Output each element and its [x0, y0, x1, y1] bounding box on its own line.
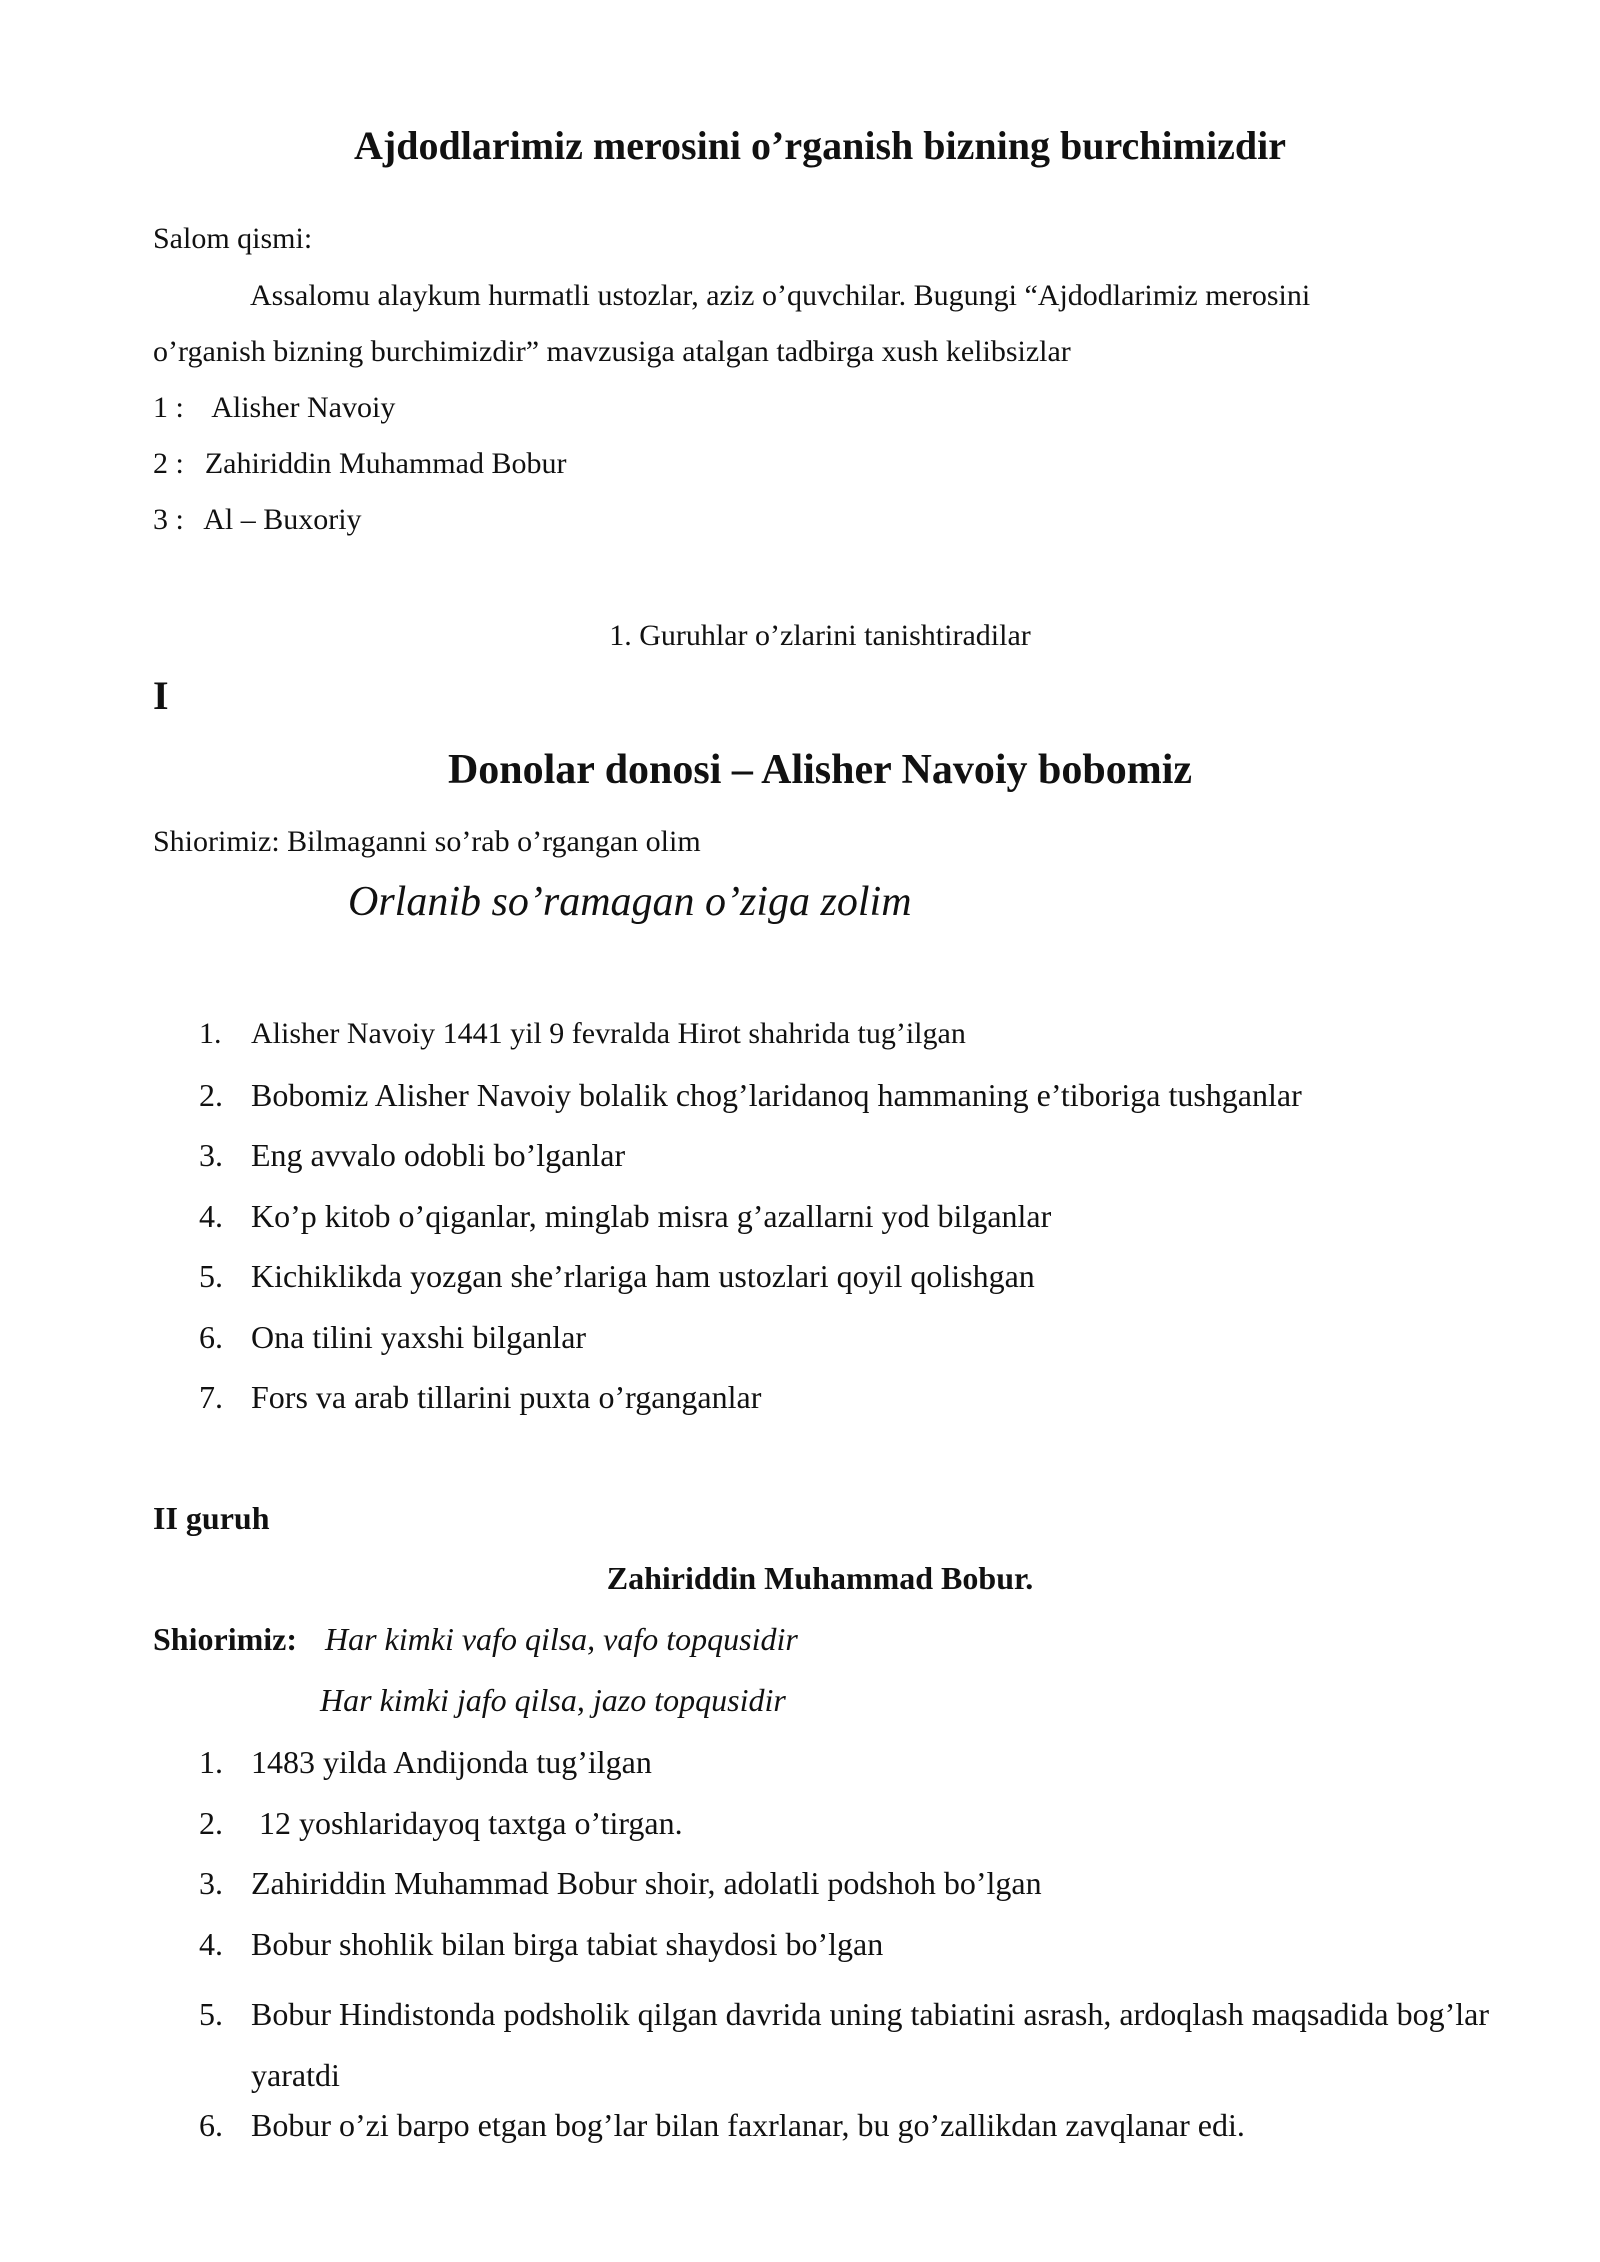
group-name: Alisher Navoiy — [211, 391, 396, 424]
section2-motto-line-1 — [153, 1621, 798, 1658]
list-item: 5. Kichiklikda yozgan she’rlariga ham ustozlari qoyil qolishgan — [199, 1258, 1035, 1294]
group-name: Al – Buxoriy — [203, 503, 362, 536]
section2-motto-line-2: Har kimki jafo qilsa, jazo topqusidir — [320, 1682, 786, 1718]
motto-label: Shiorimiz: — [153, 1621, 297, 1657]
section1-heading: Donolar donosi – Alisher Navoiy bobomiz — [447, 747, 1193, 793]
list-item: 4. Ko’p kitob o’qiganlar, minglab misra g’azallarni yod bilganlar — [199, 1197, 1052, 1234]
list-item: 1. 1483 yilda Andijonda tug’ilgan — [199, 1744, 652, 1780]
section1-motto-line-1: Shiorimiz: Bilmaganni so’rab o’rgangan olim — [153, 825, 701, 858]
greeting-line-2: o’rganish bizning burchimizdir” mavzusiga atalgan tadbirga xush kelibsizlar — [153, 335, 1071, 368]
list-item: 2. 12 yoshlaridayoq taxtga o’tirgan. — [199, 1804, 683, 1841]
group-name: Zahiriddin Muhammad Bobur — [204, 447, 567, 480]
list-item: 3. Zahiriddin Muhammad Bobur shoir, adolatli podshoh bo’lgan — [199, 1865, 1042, 1901]
page-title: Ajdodlarimiz merosini o’rganish bizning burchimizdir — [354, 123, 1286, 168]
section2-list — [153, 1742, 1501, 2166]
group-entry-1 — [153, 391, 395, 425]
list-item: 7. Fors va arab tillarini puxta o’rganganlar — [199, 1379, 762, 1415]
list-item: 3. Eng avvalo odobli bo’lganlar — [199, 1137, 626, 1173]
section2-heading: Zahiriddin Muhammad Bobur. — [606, 1560, 1034, 1596]
group-number: 2 : — [153, 447, 184, 480]
section1-motto-line-2: Orlanib so’ramagan o’ziga zolim — [348, 879, 912, 925]
list-item: 6. Bobur o’zi barpo etgan bog’lar bilan faxrlanar, bu go’zallikdan zavqlanar edi. — [199, 2107, 1245, 2143]
group-number: 3 : — [153, 503, 184, 536]
salom-label: Salom qismi: — [153, 222, 313, 255]
list-item: 6. Ona tilini yaxshi bilganlar — [199, 1318, 587, 1355]
section1-list — [153, 1014, 1302, 1438]
greeting-line-1: Assalomu alaykum hurmatli ustozlar, aziz o’quvchilar. Bugungi “Ajdodlarimiz merosini — [250, 279, 1311, 312]
group-number: 1 : — [153, 391, 184, 424]
group-entry-2 — [153, 447, 566, 481]
section-roman-numeral: I — [153, 673, 169, 718]
group-entry-3 — [153, 503, 362, 537]
list-item: 5. Bobur Hindistonda podsholik qilgan davrida uning tabiatini asrash, ardoqlash maqsadida bog’lar yaratdi — [199, 1996, 1489, 2093]
intro-item: 1. Guruhlar o’zlarini tanishtiradilar — [609, 619, 1031, 652]
list-item: 4. Bobur shohlik bilan birga tabiat shaydosi bo’lgan — [199, 1925, 884, 1962]
list-item: 2. Bobomiz Alisher Navoiy bolalik chog’laridanoq hammaning e’tiboriga tushganlar — [199, 1076, 1302, 1113]
section2-group-label: II guruh — [153, 1500, 270, 1536]
motto-text: Har kimki vafo qilsa, vafo topqusidir — [324, 1621, 798, 1657]
list-item: 1. Alisher Navoiy 1441 yil 9 fevralda Hirot shahrida tug’ilgan — [199, 1017, 966, 1050]
